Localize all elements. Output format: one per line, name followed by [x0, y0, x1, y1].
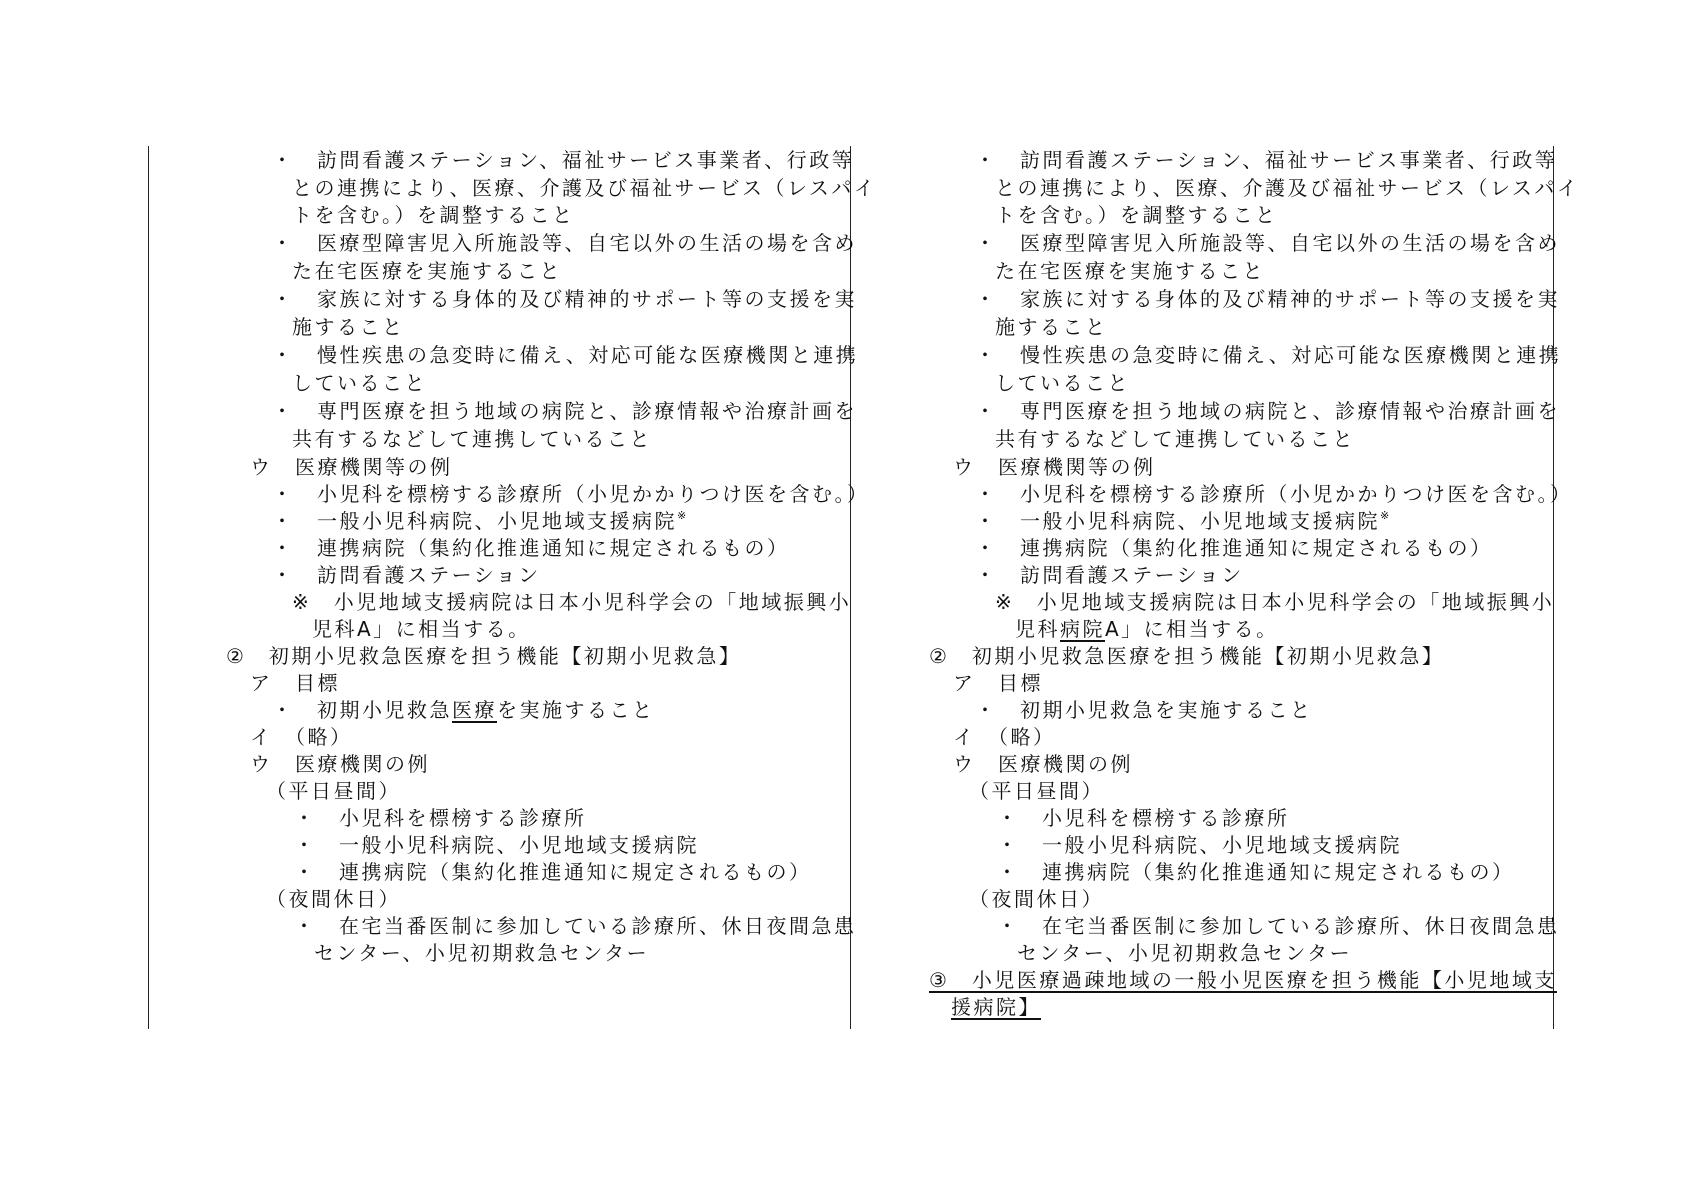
left-line-21: ・ 初期小児救急医療を実施すること	[272, 698, 655, 722]
right-line-25: ・ 小児科を標榜する診療所	[997, 806, 1290, 830]
right-line-20: ア 目標	[953, 671, 1043, 695]
left-line-27: ・ 連携病院（集約化推進通知に規定されるもの）	[294, 860, 812, 884]
left-line-22: イ （略）	[250, 725, 353, 749]
right-line-1: ・ 訪問看護ステーション、福祉サービス事業者、行政等	[975, 148, 1558, 172]
left-line-17: ※ 小児地域支援病院は日本小児科学会の「地域振興小	[292, 590, 852, 614]
right-line-21: ・ 初期小児救急を実施すること	[975, 698, 1313, 722]
left-line-13: ・ 小児科を標榜する診療所（小児かかりつけ医を含む。）	[272, 482, 870, 506]
left-line-2: との連携により、医療、介護及び福祉サービス（レスパイ	[292, 176, 877, 200]
right-line-12: ウ 医療機関等の例	[953, 455, 1156, 479]
revised-text: 病院	[1060, 617, 1105, 641]
right-line-17: ※ 小児地域支援病院は日本小児科学会の「地域振興小	[995, 590, 1555, 614]
footnote-mark: ※	[1380, 509, 1390, 522]
right-line-31: ③ 小児医療過疎地域の一般小児医療を担う機能【小児地域支	[929, 968, 1557, 992]
right-line-32: 援病院】	[951, 995, 1041, 1019]
left-line-4: ・ 医療型障害児入所施設等、自宅以外の生活の場を含め	[272, 231, 857, 255]
left-line-6: ・ 家族に対する身体的及び精神的サポート等の支援を実	[272, 287, 857, 311]
revised-text: 医療	[452, 698, 497, 722]
left-line-26: ・ 一般小児科病院、小児地域支援病院	[294, 833, 699, 857]
left-line-15: ・ 連携病院（集約化推進通知に規定されるもの）	[272, 536, 790, 560]
right-line-9: していること	[995, 371, 1130, 395]
right-line-7: 施すること	[995, 315, 1108, 339]
column-border-left	[148, 146, 149, 1029]
right-line-4: ・ 医療型障害児入所施設等、自宅以外の生活の場を含め	[975, 231, 1560, 255]
column-border-right	[1553, 146, 1554, 1029]
left-line-11: 共有するなどして連携していること	[292, 427, 652, 451]
footnote-mark: ※	[677, 509, 687, 522]
right-line-22: イ （略）	[953, 725, 1056, 749]
left-line-8: ・ 慢性疾患の急変時に備え、対応可能な医療機関と連携	[272, 343, 859, 367]
left-line-20: ア 目標	[250, 671, 340, 695]
left-line-19: ② 初期小児救急医療を担う機能【初期小児救急】	[226, 644, 742, 668]
right-line-19: ② 初期小児救急医療を担う機能【初期小児救急】	[929, 644, 1445, 668]
left-line-9: していること	[292, 371, 427, 395]
right-line-28: （夜間休日）	[969, 887, 1104, 911]
right-line-15: ・ 連携病院（集約化推進通知に規定されるもの）	[975, 536, 1493, 560]
left-line-18: 児科A」に相当する。	[312, 617, 531, 641]
left-line-25: ・ 小児科を標榜する診療所	[294, 806, 587, 830]
left-line-30: センター、小児初期救急センター	[314, 941, 650, 965]
right-line-24: （平日昼間）	[969, 779, 1104, 803]
right-line-11: 共有するなどして連携していること	[995, 427, 1355, 451]
left-line-28: （夜間休日）	[266, 887, 401, 911]
right-line-8: ・ 慢性疾患の急変時に備え、対応可能な医療機関と連携	[975, 343, 1562, 367]
right-line-2: との連携により、医療、介護及び福祉サービス（レスパイ	[995, 176, 1580, 200]
right-line-30: センター、小児初期救急センター	[1017, 941, 1353, 965]
left-line-12: ウ 医療機関等の例	[250, 455, 453, 479]
right-line-10: ・ 専門医療を担う地域の病院と、診療情報や治療計画を	[975, 399, 1560, 423]
right-line-26: ・ 一般小児科病院、小児地域支援病院	[997, 833, 1402, 857]
right-line-29: ・ 在宅当番医制に参加している診療所、休日夜間急患	[997, 914, 1560, 938]
right-line-5: た在宅医療を実施すること	[995, 259, 1265, 283]
left-line-5: た在宅医療を実施すること	[292, 259, 562, 283]
left-line-14: ・ 一般小児科病院、小児地域支援病院※	[272, 509, 687, 533]
right-line-16: ・ 訪問看護ステーション	[975, 563, 1244, 587]
right-line-23: ウ 医療機関の例	[953, 752, 1133, 776]
left-line-3: トを含む。）を調整すること	[292, 203, 575, 227]
left-line-23: ウ 医療機関の例	[250, 752, 430, 776]
left-line-10: ・ 専門医療を担う地域の病院と、診療情報や治療計画を	[272, 399, 857, 423]
left-line-7: 施すること	[292, 315, 405, 339]
right-line-6: ・ 家族に対する身体的及び精神的サポート等の支援を実	[975, 287, 1560, 311]
right-line-3: トを含む。）を調整すること	[995, 203, 1278, 227]
right-line-14: ・ 一般小児科病院、小児地域支援病院※	[975, 509, 1390, 533]
left-line-16: ・ 訪問看護ステーション	[272, 563, 541, 587]
right-line-27: ・ 連携病院（集約化推進通知に規定されるもの）	[997, 860, 1515, 884]
left-line-1: ・ 訪問看護ステーション、福祉サービス事業者、行政等	[272, 148, 855, 172]
right-line-13: ・ 小児科を標榜する診療所（小児かかりつけ医を含む。）	[975, 482, 1573, 506]
left-line-29: ・ 在宅当番医制に参加している診療所、休日夜間急患	[294, 914, 857, 938]
right-line-18: 児科病院A」に相当する。	[1015, 617, 1279, 641]
column-border-middle	[850, 146, 851, 1029]
left-line-24: （平日昼間）	[266, 779, 401, 803]
